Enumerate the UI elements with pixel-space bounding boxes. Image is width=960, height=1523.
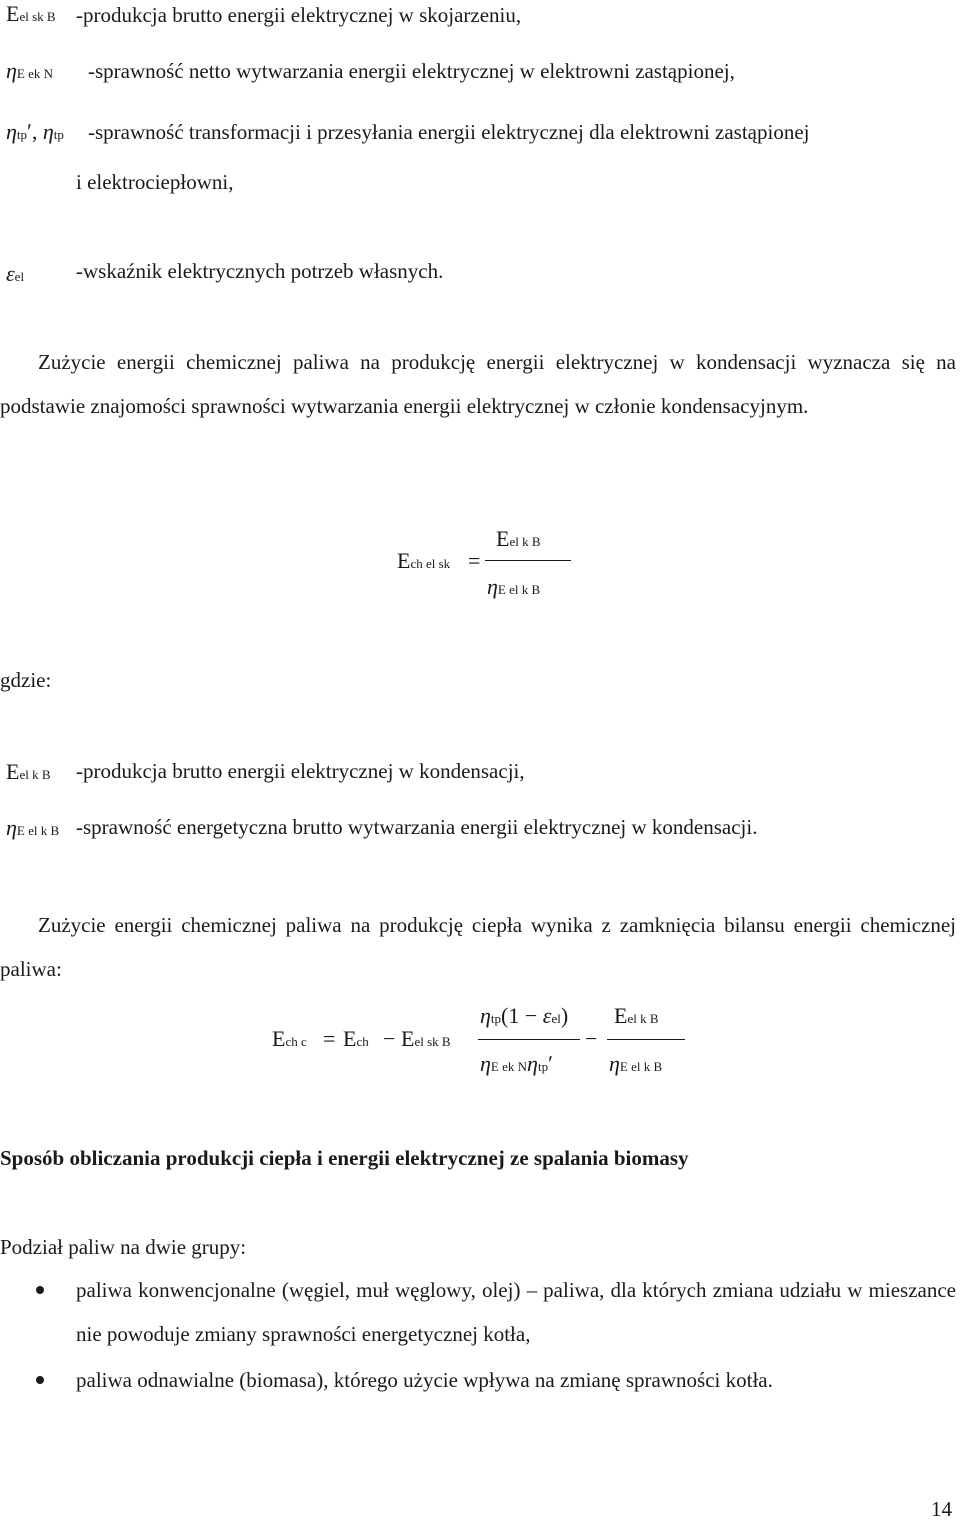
formula-term-e-el-sk-b: Eel sk B bbox=[401, 1026, 451, 1051]
list-item: paliwa konwencjonalne (węgiel, muł węglowy, olej) – paliwa, dla których zmiana udziału w mieszance nie powoduje zmiany sprawności energetycznej kotła, bbox=[76, 1278, 956, 1346]
paragraph: Zużycie energii chemicznej paliwa na produkcję energii elektrycznej w kondensacji wyznacza się na podstawie znajomości sprawności wytwarzania energii elektrycznej w członie kondensacyjnym. bbox=[0, 350, 956, 418]
fraction-bar bbox=[478, 1039, 580, 1040]
definition-text: -sprawność netto wytwarzania energii elektrycznej w elektrowni zastąpionej, bbox=[88, 59, 735, 83]
fraction2-numerator: Eel k B bbox=[614, 1003, 659, 1028]
definition-text: -produkcja brutto energii elektrycznej w skojarzeniu, bbox=[76, 3, 522, 27]
formula-lhs: Ech c bbox=[272, 1026, 307, 1051]
symbol-eta-tp-prime-eta-tp: ηtpʹ, ηtp bbox=[6, 119, 64, 144]
intro-text: Podział paliw na dwie grupy: bbox=[0, 1235, 247, 1259]
fraction1-numerator: ηtp(1 − εel) bbox=[480, 1003, 569, 1028]
definition-text: -produkcja brutto energii elektrycznej w kondensacji, bbox=[76, 759, 525, 783]
definition-text: -sprawność transformacji i przesyłania energii elektrycznej dla elektrowni zastąpionej bbox=[88, 120, 810, 144]
symbol-e-el-k-b: Eel k B bbox=[6, 759, 51, 784]
definition-text-continued: i elektrociepłowni, bbox=[76, 170, 234, 194]
bullet-dot bbox=[36, 1286, 44, 1294]
formula-minus: − bbox=[383, 1026, 396, 1051]
formula-numerator: Eel k B bbox=[496, 526, 541, 551]
symbol-eta-e-ek-n: ηE ek N bbox=[6, 58, 54, 83]
fraction-bar bbox=[485, 560, 571, 561]
formula-term-e-ch: Ech bbox=[343, 1026, 369, 1051]
formula-minus: − bbox=[585, 1026, 598, 1051]
symbol-e-el-sk-b: Eel sk B bbox=[6, 1, 56, 26]
bullet-dot bbox=[36, 1376, 44, 1384]
definition-text: -wskaźnik elektrycznych potrzeb własnych. bbox=[76, 259, 444, 283]
formula-lhs: Ech el sk bbox=[397, 548, 451, 573]
symbol-epsilon-el: εel bbox=[6, 261, 25, 286]
fraction-bar bbox=[607, 1039, 685, 1040]
formula-equals: = bbox=[323, 1026, 336, 1051]
fraction2-denominator: ηE el k B bbox=[609, 1051, 663, 1076]
definition-text: -sprawność energetyczna brutto wytwarzania energii elektrycznej w kondensacji. bbox=[76, 815, 758, 839]
fraction1-denominator: ηE ek Nηtpʹ bbox=[480, 1051, 553, 1076]
gdzie-label: gdzie: bbox=[0, 668, 52, 692]
section-heading: Sposób obliczania produkcji ciepła i energii elektrycznej ze spalania biomasy bbox=[0, 1146, 689, 1170]
formula-equals: = bbox=[468, 548, 481, 573]
symbol-eta-e-el-k-b: ηE el k B bbox=[6, 815, 60, 840]
paragraph: Zużycie energii chemicznej paliwa na produkcję ciepła wynika z zamknięcia bilansu energii chemicznej paliwa: bbox=[0, 913, 956, 981]
list-item: paliwa odnawialne (biomasa), którego użycie wpływa na zmianę sprawności kotła. bbox=[76, 1368, 773, 1392]
page-number: 14 bbox=[931, 1497, 952, 1521]
formula-denominator: ηE el k B bbox=[487, 574, 541, 599]
